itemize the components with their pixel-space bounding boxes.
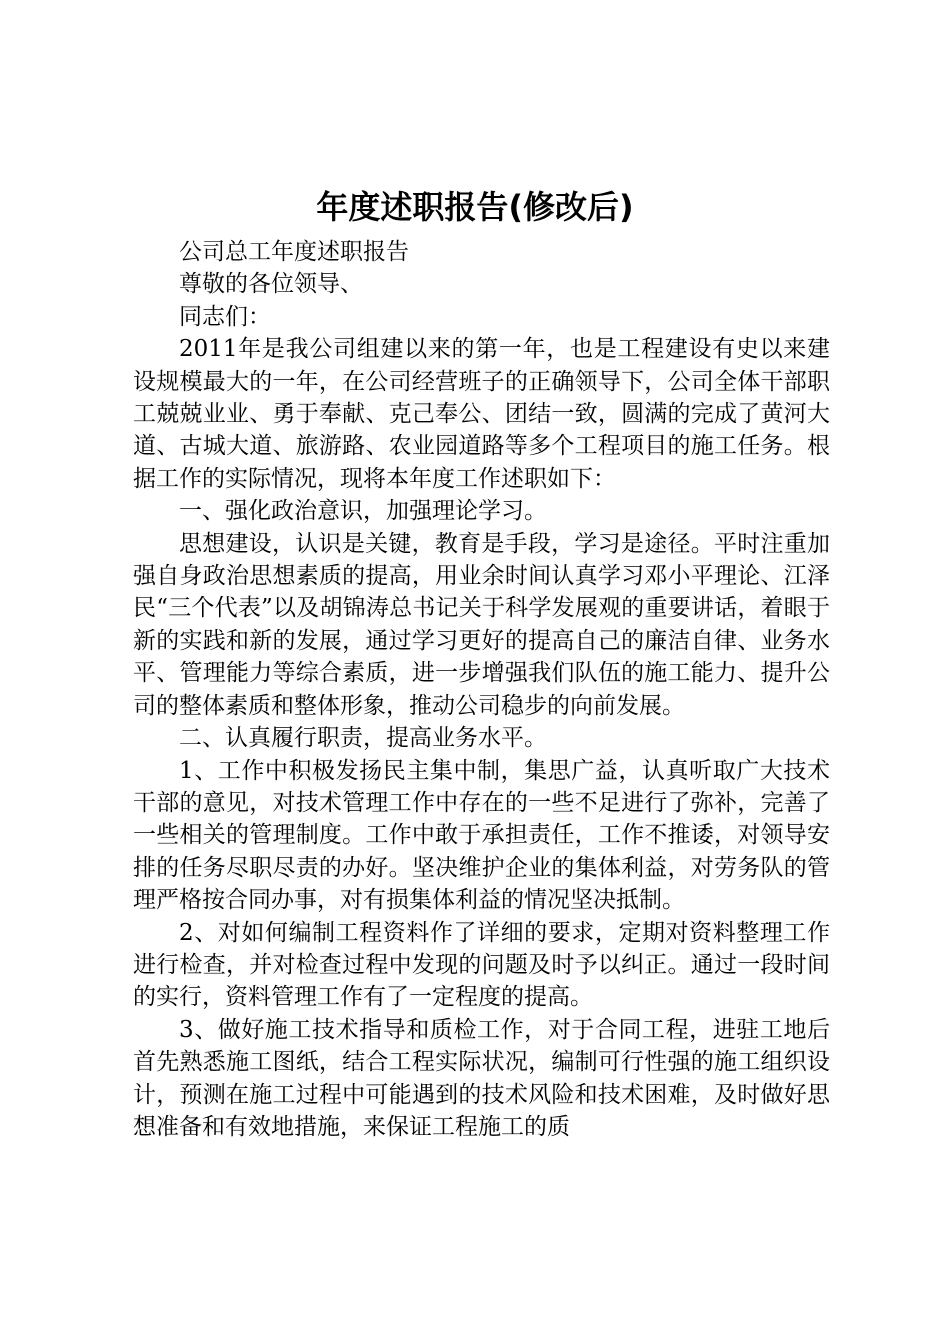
paragraph-salutation: 尊敬的各位领导、 [179, 271, 363, 298]
paragraph-section-1: 思想建设，认识是关键，教育是手段，学习是途径。平时注重加强自身政治思想素质的提高，用业余时间认真学习邓小平理论、江泽民“三个代表”以及胡锦涛总书记关于科学发展观的重要讲话，着眼于新的实践和新的发展，通过学习更好的提高自己的廉洁自律、业务水平、管理能力等综合素质，进一步增强我们队伍的施工能力、提升公司的整体素质和整体形象，推动公司稳步的向前发展。 [133, 530, 830, 719]
section-heading-2: 二、认真履行职责，提高业务水平。 [179, 725, 547, 752]
paragraph-intro: 2011年是我公司组建以来的第一年，也是工程建设有史以来建设规模最大的一年，在公司经营班子的正确领导下，公司全体干部职工兢兢业业、勇于奉献、克己奉公、团结一致，圆满的完成了黄河大道、古城大道、旅游路、农业园道路等多个工程项目的施工任务。根据工作的实际情况，现将本年度工作述职如下： [133, 336, 830, 492]
paragraph-item-2: 2、对如何编制工程资料作了详细的要求，定期对资料整理工作进行检查，并对检查过程中发现的问题及时予以纠正。通过一段时间的实行，资料管理工作有了一定程度的提高。 [133, 919, 830, 1011]
paragraph-item-1: 1、工作中积极发扬民主集中制，集思广益，认真听取广大技术干部的意见，对技术管理工作中存在的一些不足进行了弥补，完善了一些相关的管理制度。工作中敢于承担责任，工作不推诿，对领导安排的任务尽职尽责的办好。坚决维护企业的集体利益，对劳务队的管理严格按合同办事，对有损集体利益的情况坚决抵制。 [133, 757, 830, 914]
section-heading-1: 一、强化政治意识，加强理论学习。 [179, 498, 547, 525]
paragraph-subtitle: 公司总工年度述职报告 [179, 239, 409, 265]
document-title: 年度述职报告(修改后) [316, 188, 634, 226]
paragraph-item-3: 3、做好施工技术指导和质检工作，对于合同工程，进驻工地后首先熟悉施工图纸，结合工程实际状况，编制可行性强的施工组织设计，预测在施工过程中可能遇到的技术风险和技术困难，及时做好思想准备和有效地措施，来保证工程施工的质 [133, 1016, 830, 1140]
document-body [133, 236, 830, 1143]
paragraph-salutation-2: 同志们： [179, 303, 271, 330]
